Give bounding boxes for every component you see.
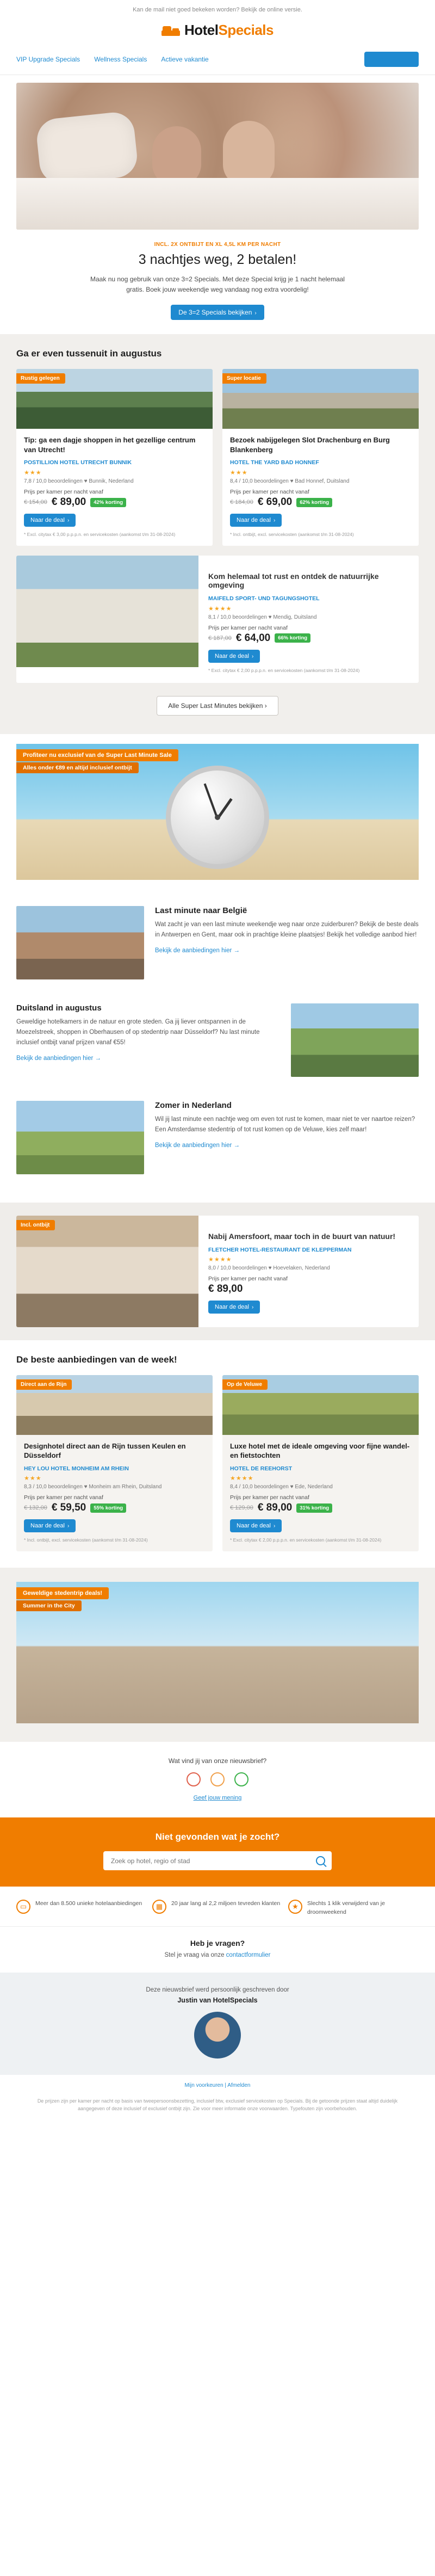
banner-wrap xyxy=(0,734,435,880)
ribbon-badge: Op de Veluwe xyxy=(222,1379,268,1390)
hero-person-2 xyxy=(223,121,275,186)
editorial-text xyxy=(155,1101,419,1149)
neutral-icon[interactable] xyxy=(210,1772,225,1786)
ribbon-badge: Super locatie xyxy=(222,373,266,384)
search-band xyxy=(0,1817,435,1887)
chevron-right-icon: › xyxy=(274,517,276,524)
deal-image xyxy=(222,369,419,429)
feature-cta-button[interactable] xyxy=(208,1301,260,1314)
usp-item xyxy=(16,1900,147,1916)
deal-body xyxy=(16,429,213,546)
price-label: Prijs per kamer per nacht vanaf xyxy=(24,1494,103,1501)
section-august xyxy=(0,334,435,734)
frown-icon[interactable] xyxy=(187,1772,201,1786)
star-rating: ★★★★ xyxy=(230,1475,254,1482)
feature-card[interactable] xyxy=(16,1216,419,1327)
price-label: Prijs per kamer per nacht vanaf xyxy=(230,489,309,496)
deal-meta: 7,8 / 10,0 beoordelingen ♥ Bunnik, Nederland xyxy=(24,478,134,485)
usp-text: 20 jaar lang al 2,2 miljoen tevreden klanten xyxy=(171,1900,281,1907)
current-price: € 64,00 xyxy=(235,632,271,644)
feedback-block xyxy=(0,1742,435,1817)
current-price: € 89,00 xyxy=(257,1502,293,1514)
clock-center-pin xyxy=(215,815,220,820)
hotel-name-link[interactable]: FLETCHER HOTEL-RESTAURANT DE KLEPPERMAN xyxy=(208,1246,352,1253)
old-price: € 129,00 xyxy=(230,1505,253,1512)
discount-badge: 31% korting xyxy=(296,1503,332,1513)
ribbon-badge: Rustig gelegen xyxy=(16,373,65,384)
deal-heading: Luxe hotel met de ideale omgeving voor fijne wandel- en fietstochten xyxy=(230,1441,410,1460)
deal-cta-button[interactable] xyxy=(24,514,76,527)
hotel-name-link[interactable]: MAIFELD SPORT- UND TAGUNGSHOTEL xyxy=(208,595,320,602)
city-banner-wrap xyxy=(0,1568,435,1742)
price-row xyxy=(208,1283,409,1295)
editorial-body: Wat zacht je van een last minute weekendje weg naar onze zuiderburen? Bekijk de beste deals in Antwerpen en Gent, maar ook in prachtige kleine plaatsjes! Bekijk het volledige aanbod hier! xyxy=(155,921,419,938)
editorial-body: Geweldige hotelkamers in de natuur en grote steden. Ga jij liever ontspannen in de Moezelstreek, shoppen in Oberhausen of op stedentrip naar Düsseldorf? Nu last minute inclusief ontbijt vanaf prijzen vanaf €55! xyxy=(16,1018,260,1046)
legal-text: De prijzen zijn per kamer per nacht op basis van tweepersoonsbezetting, inclusief btw, exclusief servicekosten op Specials. Bij de getoonde prijzen staat altijd duidelijk aangegeven of deze inclusief of exclusief ontbijt zijn. Zie voor meer informatie onze voorwaarden. Typefouten zijn voorbehouden. xyxy=(37,2098,398,2112)
deal-heading: Designhotel direct aan de Rijn tussen Keulen en Düsseldorf xyxy=(24,1441,186,1460)
all-deals-row xyxy=(16,696,419,716)
feedback-link[interactable]: Geef jouw mening xyxy=(193,1795,242,1802)
signoff-line: Deze nieuwsbrief werd persoonlijk geschreven door xyxy=(146,1986,289,1993)
hotel-name-link[interactable]: HOTEL THE YARD BAD HONNEF xyxy=(230,459,319,466)
bed-icon xyxy=(161,24,180,37)
price-label: Prijs per kamer per nacht vanaf xyxy=(208,1275,288,1283)
help-title: Heb je vragen? xyxy=(190,1938,245,1948)
star-rating: ★★★★ xyxy=(208,605,232,612)
usp-text: Meer dan 8.500 unieke hotelaanbiedingen xyxy=(35,1900,142,1907)
deal-card[interactable] xyxy=(16,369,213,546)
hero-person-1 xyxy=(152,126,201,186)
feature-body xyxy=(198,1216,419,1327)
city-banner-line-1: Geweldige stedentrip deals! xyxy=(16,1587,109,1599)
unsubscribe-link[interactable]: Mijn voorkeuren | Afmelden xyxy=(184,2082,251,2088)
banner-line-1: Profiteer nu exclusief van de Super Last Minute Sale xyxy=(16,749,178,761)
price-row xyxy=(230,1502,411,1514)
hotel-name-link[interactable]: POSTILLION HOTEL UTRECHT BUNNIK xyxy=(24,459,132,466)
deal-heading: Tip: ga een dagje shoppen in het gezellige centrum van Utrecht! xyxy=(24,436,196,454)
deal-meta: 8,3 / 10,0 beoordelingen ♥ Monheim am Rhein, Duitsland xyxy=(24,1484,162,1490)
deal-finenote: * Incl. ontbijt, excl. servicekosten (aankomst t/m 31-08-2024) xyxy=(230,532,354,538)
contact-form-link[interactable]: contactformulier xyxy=(226,1951,271,1958)
search-icon[interactable] xyxy=(316,1856,325,1865)
deal-meta: 8,1 / 10,0 beoordelingen ♥ Mendig, Duitsland xyxy=(208,614,317,620)
editorial-title: Zomer in Nederland xyxy=(155,1100,232,1110)
deal-card-wide[interactable] xyxy=(16,556,419,683)
deal-image xyxy=(16,556,198,667)
deal-body xyxy=(198,556,419,683)
feature-meta: 8,0 / 10,0 beoordelingen ♥ Hoevelaken, Nederland xyxy=(208,1265,330,1272)
editorial-link[interactable]: Bekijk de aanbiedingen hier → xyxy=(155,1142,240,1149)
feature-cta-label: Naar de deal xyxy=(215,1304,249,1311)
logo-text-specials: Specials xyxy=(218,22,274,38)
deal-body xyxy=(16,1435,213,1552)
help-block xyxy=(0,1927,435,1973)
all-last-minutes-label: Alle Super Last Minutes bekijken xyxy=(168,701,263,710)
editorial-row xyxy=(16,991,419,1089)
price-row xyxy=(208,632,409,644)
current-price: € 89,00 xyxy=(51,496,86,508)
deal-image xyxy=(222,1375,419,1435)
current-price: € 89,00 xyxy=(208,1283,243,1295)
logo-text-hotel: Hotel xyxy=(184,22,219,38)
price-label: Prijs per kamer per nacht vanaf xyxy=(24,489,103,496)
usp-item xyxy=(152,1900,283,1916)
hero-pillow xyxy=(35,110,139,186)
main-nav xyxy=(0,47,435,75)
august-card-grid xyxy=(16,369,419,546)
hero-image xyxy=(16,83,419,230)
hotel-name-link[interactable]: HEY LOU HOTEL MONHEIM AM RHEIN xyxy=(24,1465,129,1472)
promo-kicker: INCL. 2X ONTBIJT EN XL 4,5L KM PER NACHT xyxy=(154,242,281,248)
promo-body: Maak nu nog gebruik van onze 3=2 Specials. Met deze Special krijg je 1 nacht helemaal gratis. Boek jouw weekendje weg vandaag nog extra voordelig! xyxy=(90,275,345,294)
deal-meta: 8,4 / 10,0 beoordelingen ♥ Ede, Nederland xyxy=(230,1484,333,1490)
chevron-right-icon: › xyxy=(252,653,254,660)
editorial-link[interactable]: Bekijk de aanbiedingen hier → xyxy=(16,1055,101,1062)
zomer-sale-button[interactable] xyxy=(364,52,419,67)
deal-finenote: * Excl. citytax € 2,00 p.p.p.n. en servicekosten (aankomst t/m 31-08-2024) xyxy=(208,667,360,673)
nav-item-actieve-vakantie[interactable]: Actieve vakantie xyxy=(161,56,209,63)
week-card-grid xyxy=(16,1375,419,1552)
deal-cta-button[interactable] xyxy=(24,1519,76,1532)
feedback-question: Wat vind jij van onze nieuwsbrief? xyxy=(168,1757,267,1765)
section-august-title: Ga er even tussenuit in augustus xyxy=(16,348,162,359)
deal-cta-label: Naar de deal xyxy=(30,517,65,524)
unsubscribe-row xyxy=(0,2075,435,2092)
deal-body xyxy=(222,1435,419,1552)
banner-line-2: Alles onder €89 en altijd inclusief ontbijt xyxy=(16,762,139,773)
old-price: € 187,00 xyxy=(208,634,232,642)
editorial-image xyxy=(16,1101,144,1174)
editorial-image xyxy=(16,906,144,979)
price-label: Prijs per kamer per nacht vanaf xyxy=(230,1494,309,1501)
feature-section xyxy=(0,1203,435,1340)
nav-item-wellness[interactable]: Wellness Specials xyxy=(94,56,147,63)
current-price: € 69,00 xyxy=(257,496,293,508)
price-label: Prijs per kamer per nacht vanaf xyxy=(208,624,288,631)
all-last-minutes-button[interactable]: Alle Super Last Minutes bekijken › xyxy=(157,696,278,716)
bed-icon: ▭ xyxy=(16,1900,30,1914)
star-rating: ★★★ xyxy=(230,470,248,477)
deal-cta-label: Naar de deal xyxy=(30,1523,65,1530)
usp-row xyxy=(0,1887,435,1926)
editorial-text xyxy=(16,1003,280,1062)
chevron-down-icon: ▾ xyxy=(408,57,411,63)
deal-meta: 8,4 / 10,0 beoordelingen ♥ Bad Honnef, Duitsland xyxy=(230,478,350,485)
zomer-sale-label: Zomer Sale xyxy=(371,56,406,63)
promo-block xyxy=(0,230,435,334)
deal-cta-label: Naar de deal xyxy=(237,1523,271,1530)
section-week-title: De beste aanbiedingen van de week! xyxy=(16,1354,177,1365)
deal-finenote: * Incl. ontbijt, excl. servicekosten (aankomst t/m 31-08-2024) xyxy=(24,1537,148,1543)
smile-icon[interactable] xyxy=(234,1772,248,1786)
star-rating: ★★★ xyxy=(24,1475,42,1482)
deal-cta-button[interactable] xyxy=(208,650,260,663)
usp-text: Slechts 1 klik verwijderd van je droomweekend xyxy=(307,1900,385,1915)
chevron-right-icon: › xyxy=(252,1304,254,1311)
price-row xyxy=(230,496,411,508)
deal-cta-label: Naar de deal xyxy=(237,517,271,524)
deal-finenote: * Excl. citytax € 2,00 p.p.p.n. en servicekosten (aankomst t/m 31-08-2024) xyxy=(230,1537,382,1543)
price-row xyxy=(24,496,205,508)
deal-finenote: * Excl. citytax € 3,00 p.p.p.n. en servicekosten (aankomst t/m 31-08-2024) xyxy=(24,532,176,538)
promo-title: 3 nachtjes weg, 2 betalen! xyxy=(138,252,297,267)
star-icon: ★ xyxy=(288,1900,302,1914)
chevron-right-icon: › xyxy=(254,310,257,317)
old-price: € 132,00 xyxy=(24,1505,47,1512)
discount-badge: 62% korting xyxy=(296,498,332,507)
chevron-right-icon: › xyxy=(67,517,70,524)
deal-card[interactable] xyxy=(222,369,419,546)
deal-cta-button[interactable] xyxy=(230,1519,282,1532)
clock-icon xyxy=(166,766,269,869)
deal-heading: Kom helemaal tot rust en ontdek de natuurrijke omgeving xyxy=(208,572,379,590)
deal-cta-label: Naar de deal xyxy=(215,652,249,660)
editorial-link[interactable]: Bekijk de aanbiedingen hier → xyxy=(155,947,240,954)
editorial-text xyxy=(155,906,419,954)
chevron-right-icon: › xyxy=(67,1523,70,1530)
deal-image xyxy=(16,369,213,429)
search-box[interactable] xyxy=(103,1851,332,1870)
feature-image xyxy=(16,1216,198,1327)
logo-row xyxy=(0,19,435,47)
old-price: € 154,00 xyxy=(24,499,47,506)
editorial-section xyxy=(0,880,435,1203)
deal-body xyxy=(222,429,419,546)
sale-banner[interactable] xyxy=(16,744,419,880)
feature-heading: Nabij Amersfoort, maar toch in de buurt van natuur! xyxy=(208,1231,396,1241)
promo-cta-label: De 3=2 Specials bekijken xyxy=(178,309,252,317)
brand-logo[interactable] xyxy=(161,22,274,39)
promo-cta-button[interactable] xyxy=(171,305,264,320)
usp-item xyxy=(288,1900,419,1916)
deal-card[interactable] xyxy=(16,1375,213,1552)
editorial-image xyxy=(291,1003,419,1077)
ribbon-badge: Direct aan de Rijn xyxy=(16,1379,72,1390)
hotel-name-link[interactable]: HOTEL DE REEHORST xyxy=(230,1465,293,1472)
discount-badge: 66% korting xyxy=(275,633,310,643)
section-week xyxy=(0,1340,435,1568)
preheader-text: Kan de mail niet goed bekeken worden? Bekijk de online versie. xyxy=(0,0,435,19)
editorial-row xyxy=(16,894,419,991)
discount-badge: 55% korting xyxy=(90,1503,126,1513)
chevron-right-icon: › xyxy=(274,1523,276,1530)
current-price: € 59,50 xyxy=(51,1502,86,1514)
smiley-row xyxy=(16,1772,419,1786)
deal-cta-button[interactable] xyxy=(230,514,282,527)
discount-badge: 42% korting xyxy=(90,498,126,507)
price-row xyxy=(24,1502,205,1514)
old-price: € 184,00 xyxy=(230,499,253,506)
signoff-block xyxy=(0,1973,435,2075)
nav-item-vip-upgrade[interactable]: VIP Upgrade Specials xyxy=(16,56,80,63)
deal-heading: Bezoek nabijgelegen Slot Drachenburg en Burg Blankenberg xyxy=(230,436,390,454)
editorial-body: Wil jij last minute een nachtje weg om even tot rust te komen, maar niet te ver naartoe reizen? Een Amsterdamse stedentrip of tot rust komen op de Veluwe, kies zelf maar! xyxy=(155,1116,415,1133)
search-input[interactable] xyxy=(110,1857,312,1865)
hero-bedsheet xyxy=(16,178,419,230)
editorial-row xyxy=(16,1089,419,1186)
search-title: Niet gevonden wat je zocht? xyxy=(155,1832,280,1842)
avatar xyxy=(194,2012,241,2059)
deal-image xyxy=(16,1375,213,1435)
editorial-title: Duitsland in augustus xyxy=(16,1003,102,1013)
ribbon-badge: Incl. ontbijt xyxy=(16,1220,55,1230)
city-banner-line-2: Summer in the City xyxy=(16,1600,82,1611)
calendar-icon: ▦ xyxy=(152,1900,166,1914)
star-rating: ★★★ xyxy=(24,470,42,477)
star-rating: ★★★★ xyxy=(208,1256,232,1264)
signoff-name: Justin van HotelSpecials xyxy=(177,1996,258,2004)
editorial-title: Last minute naar België xyxy=(155,905,247,915)
city-banner[interactable] xyxy=(16,1582,419,1723)
deal-card[interactable] xyxy=(222,1375,419,1552)
help-text: Stel je vraag via onze xyxy=(164,1951,225,1958)
